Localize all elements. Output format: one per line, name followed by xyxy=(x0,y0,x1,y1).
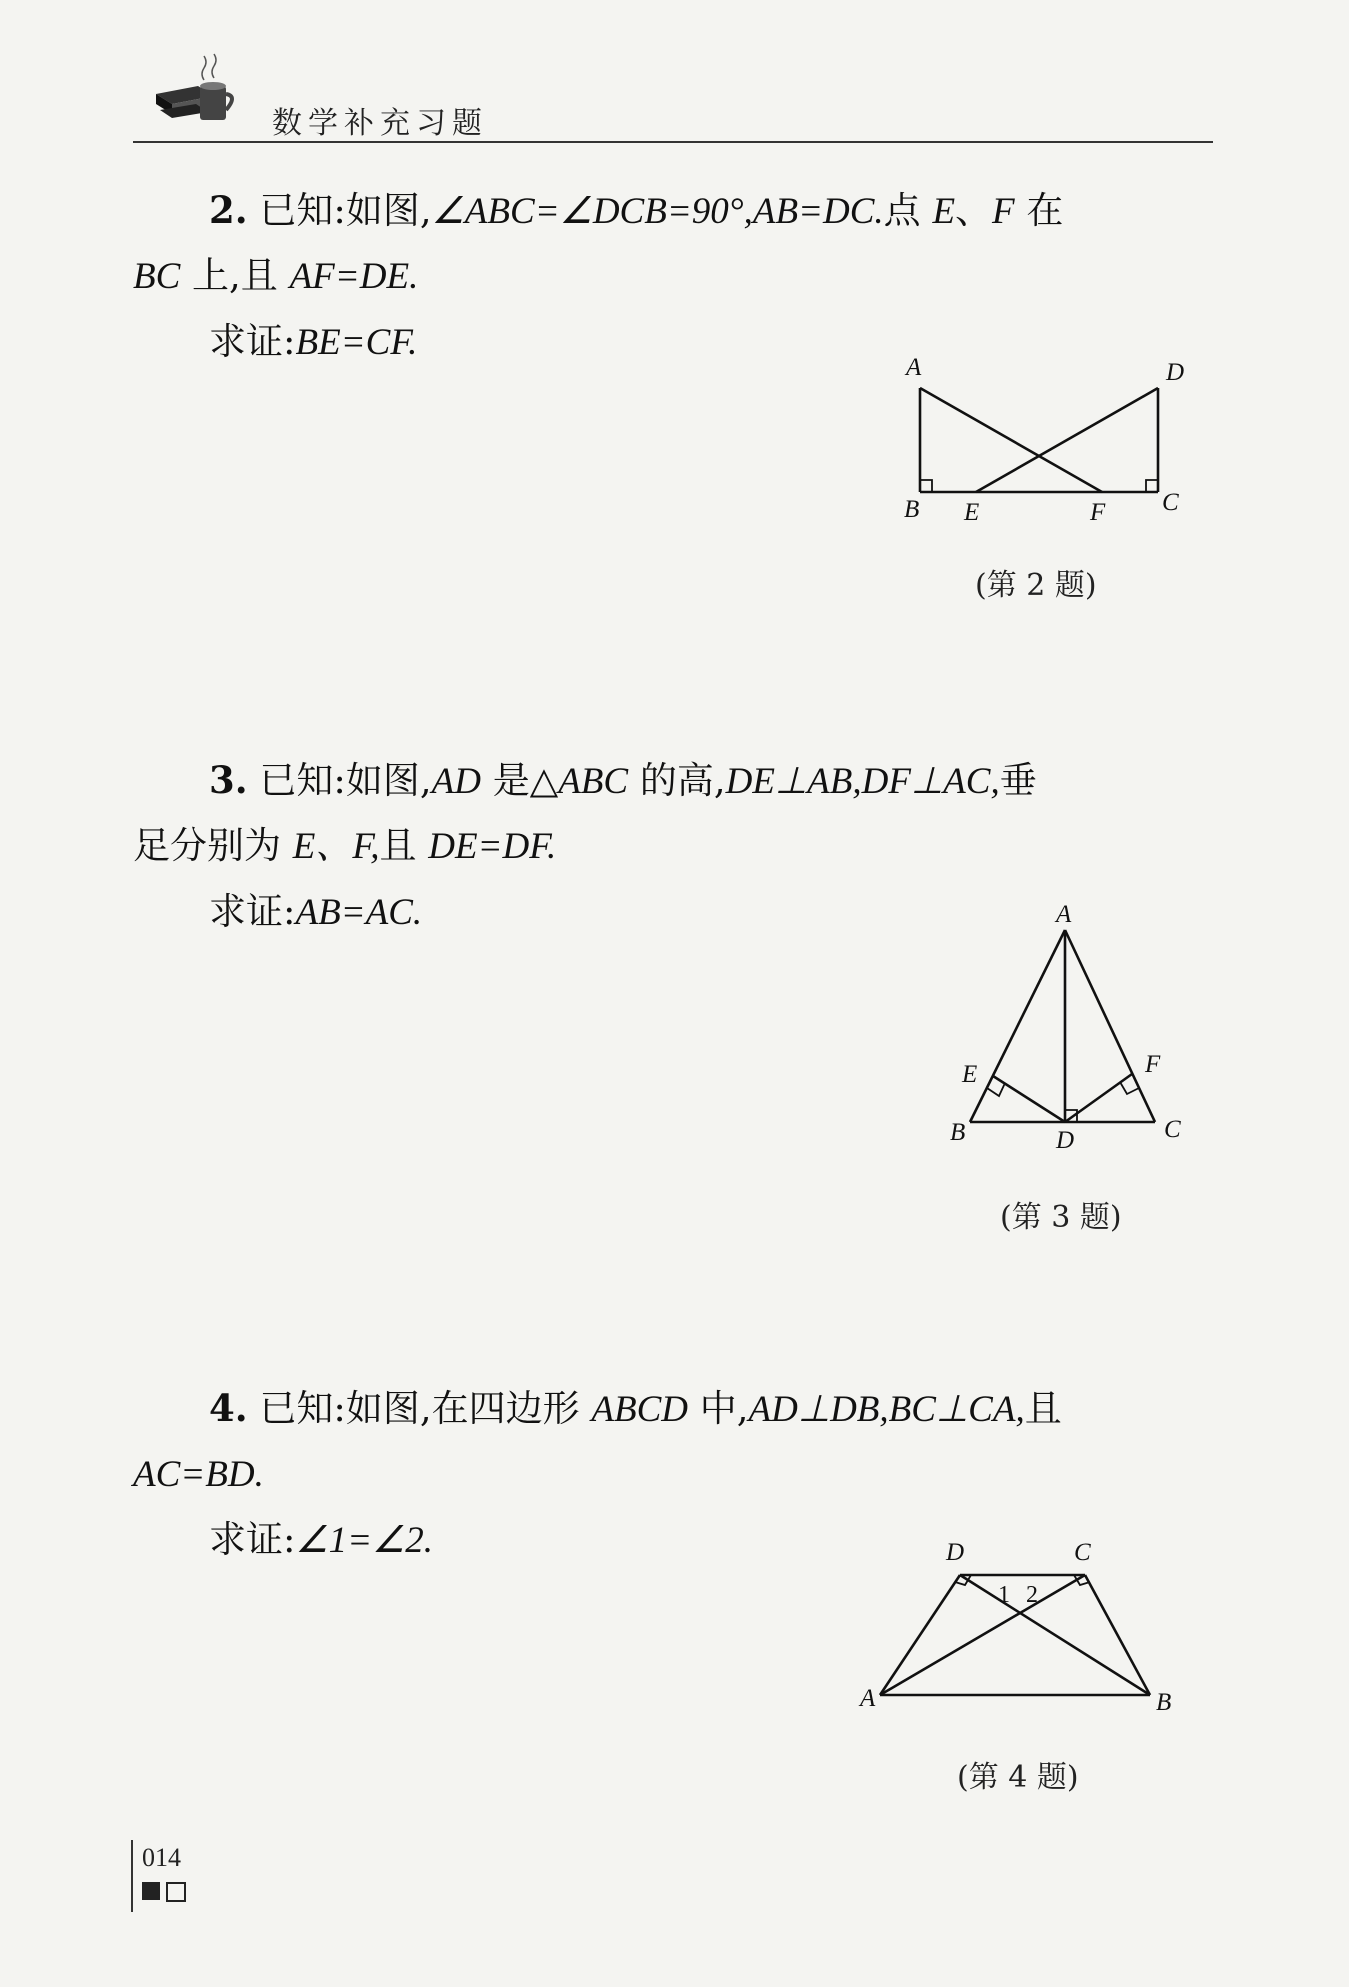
math: ABC xyxy=(558,761,629,802)
label-c: C xyxy=(1074,1539,1091,1566)
label-a: A xyxy=(860,1685,876,1712)
math: AF=DE. xyxy=(289,256,419,297)
problem-2-caption: (第 2 题) xyxy=(975,568,1097,603)
prove-label: 求证: xyxy=(209,1518,296,1561)
problem-3-caption: (第 3 题) xyxy=(1000,1200,1122,1235)
label-b: B xyxy=(950,1119,966,1146)
prove-statement: AB=AC. xyxy=(295,892,423,933)
label-f: F xyxy=(1090,499,1106,526)
label-d: D xyxy=(1056,1127,1075,1154)
problem-2-statement-line-2 xyxy=(133,254,418,299)
math: F xyxy=(992,191,1015,232)
math: AD⊥DB,BC⊥CA, xyxy=(748,1389,1025,1430)
angle-2-label: 2 xyxy=(1026,1582,1038,1608)
text: 、 xyxy=(955,189,993,232)
text: 在 xyxy=(1014,189,1064,232)
page-number: 014 xyxy=(142,1843,181,1872)
empty-square-icon xyxy=(166,1882,186,1902)
problem-3-statement-line-2 xyxy=(133,824,556,869)
label-d: D xyxy=(946,1539,965,1566)
problem-4-number: 4. xyxy=(209,1386,248,1430)
angle-1-label: 1 xyxy=(998,1582,1010,1608)
label-c: C xyxy=(1162,489,1179,516)
problem-4-caption: (第 4 题) xyxy=(957,1760,1079,1795)
math: BC xyxy=(133,256,181,297)
prove-label: 求证: xyxy=(209,320,296,363)
prove-statement: ∠1=∠2. xyxy=(295,1520,434,1561)
text: 已知:如图, xyxy=(247,189,432,232)
filled-square-icon xyxy=(142,1882,160,1900)
math: ∠ABC=∠DCB=90°,AB=DC. xyxy=(431,191,884,232)
text: 已知:如图, xyxy=(247,759,432,802)
problem-3-prove xyxy=(209,890,422,935)
text: 的高, xyxy=(628,759,726,802)
text: 上,且 xyxy=(180,254,290,297)
problem-4-statement-line-2 xyxy=(133,1452,264,1497)
math: E xyxy=(932,191,956,232)
label-b: B xyxy=(904,496,920,523)
problem-2-prove xyxy=(209,320,417,365)
label-a: A xyxy=(1056,901,1072,928)
text: 垂 xyxy=(999,759,1037,802)
problem-2-statement-line-1 xyxy=(209,188,1063,234)
problem-4-statement-line-1 xyxy=(209,1386,1062,1432)
problem-4-prove xyxy=(209,1518,433,1563)
text: 足分别为 xyxy=(133,824,293,867)
header-title: 数学补充习题 xyxy=(272,106,488,141)
problem-3-number: 3. xyxy=(209,758,248,802)
text: 是△ xyxy=(480,759,559,802)
math: AD xyxy=(431,761,481,802)
label-c: C xyxy=(1164,1116,1181,1143)
label-e: E xyxy=(964,499,980,526)
label-f: F xyxy=(1145,1051,1161,1078)
prove-statement: BE=CF. xyxy=(295,322,418,363)
label-e: E xyxy=(962,1061,978,1088)
prove-label: 求证: xyxy=(209,890,296,933)
text: 点 xyxy=(883,189,933,232)
math: ABCD xyxy=(591,1389,688,1430)
problem-3-statement-line-1 xyxy=(209,758,1037,804)
figure-problem-2 xyxy=(890,345,1210,535)
math: DE=DF. xyxy=(428,826,557,867)
label-b: B xyxy=(1156,1689,1172,1716)
text: 且 xyxy=(379,824,429,867)
books-and-mug-icon xyxy=(152,52,242,132)
math: E、F, xyxy=(292,826,380,867)
math: AC=BD. xyxy=(133,1454,264,1495)
math: DE⊥AB,DF⊥AC, xyxy=(725,761,1000,802)
label-a: A xyxy=(906,354,922,381)
page-number-bar xyxy=(131,1840,133,1912)
figure-problem-3 xyxy=(940,900,1200,1160)
header-divider xyxy=(133,141,1213,143)
text: 且 xyxy=(1024,1387,1062,1430)
figure-problem-4 xyxy=(850,1530,1190,1720)
text: 中, xyxy=(688,1387,749,1430)
problem-2-number: 2. xyxy=(209,188,248,232)
label-d: D xyxy=(1166,359,1185,386)
text: 已知:如图,在四边形 xyxy=(247,1387,592,1430)
